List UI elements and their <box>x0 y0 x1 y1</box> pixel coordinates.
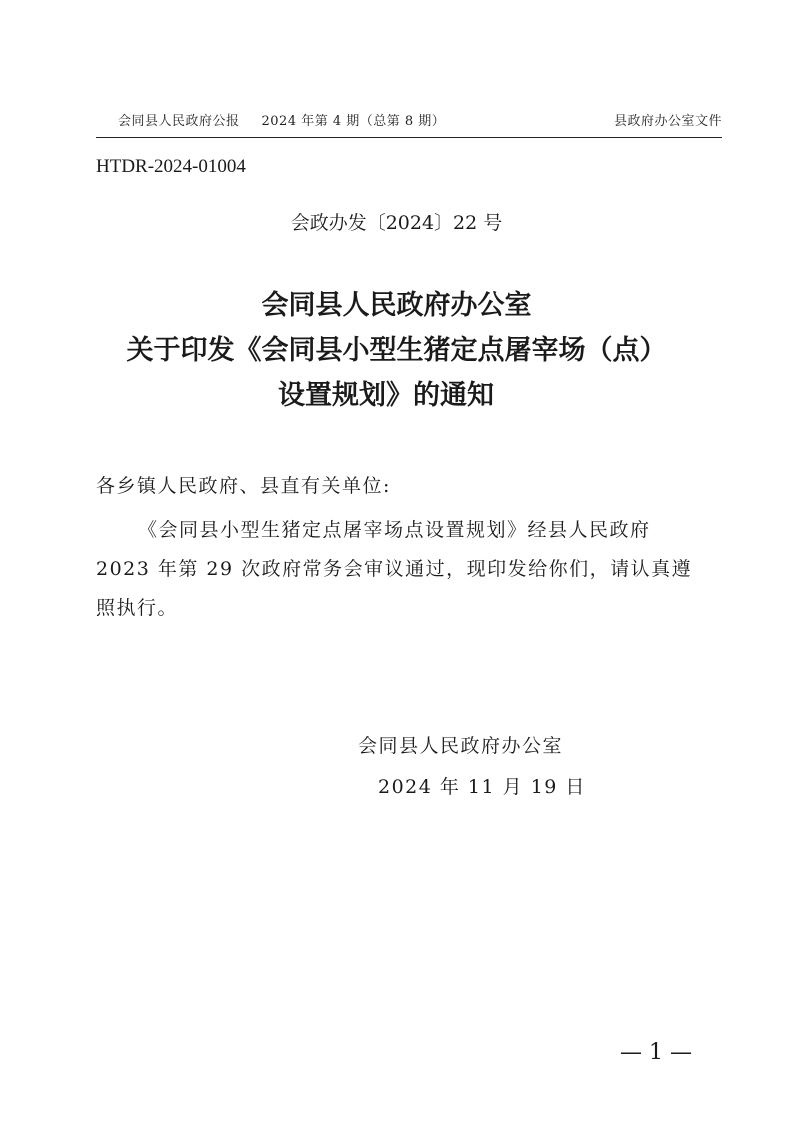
page-number: — 1 — <box>620 1040 692 1065</box>
document-category: 县政府办公室文件 <box>613 114 722 129</box>
publication-name: 会同县人民政府公报 <box>118 114 240 129</box>
body-text: 《会同县小型生猪定点屠宰场点设置规划》经县人民政府 2023 年第 29 次政府常务会审议通过，现印发给你们，请认真遵照执行。 <box>96 519 693 619</box>
issuer-signature: 会同县人民政府办公室 <box>358 735 564 757</box>
body-paragraph <box>96 511 708 628</box>
header-divider <box>96 137 722 138</box>
document-number: 会政办发〔2024〕22 号 <box>290 212 503 234</box>
title-line: 设置规划》的通知 <box>278 380 494 411</box>
document-code: HTDR-2024-01004 <box>96 156 246 177</box>
header-left <box>118 110 445 129</box>
title-line: 关于印发《会同县小型生猪定点屠宰场（点） <box>126 335 667 366</box>
running-header <box>96 108 722 132</box>
salutation: 各乡镇人民政府、县直有关单位: <box>96 475 391 497</box>
issue-label: 2024 年第 4 期（总第 8 期） <box>261 114 446 129</box>
issue-date: 2024 年 11 月 19 日 <box>378 776 586 798</box>
title-line: 会同县人民政府办公室 <box>261 290 532 321</box>
document-title <box>0 283 793 418</box>
